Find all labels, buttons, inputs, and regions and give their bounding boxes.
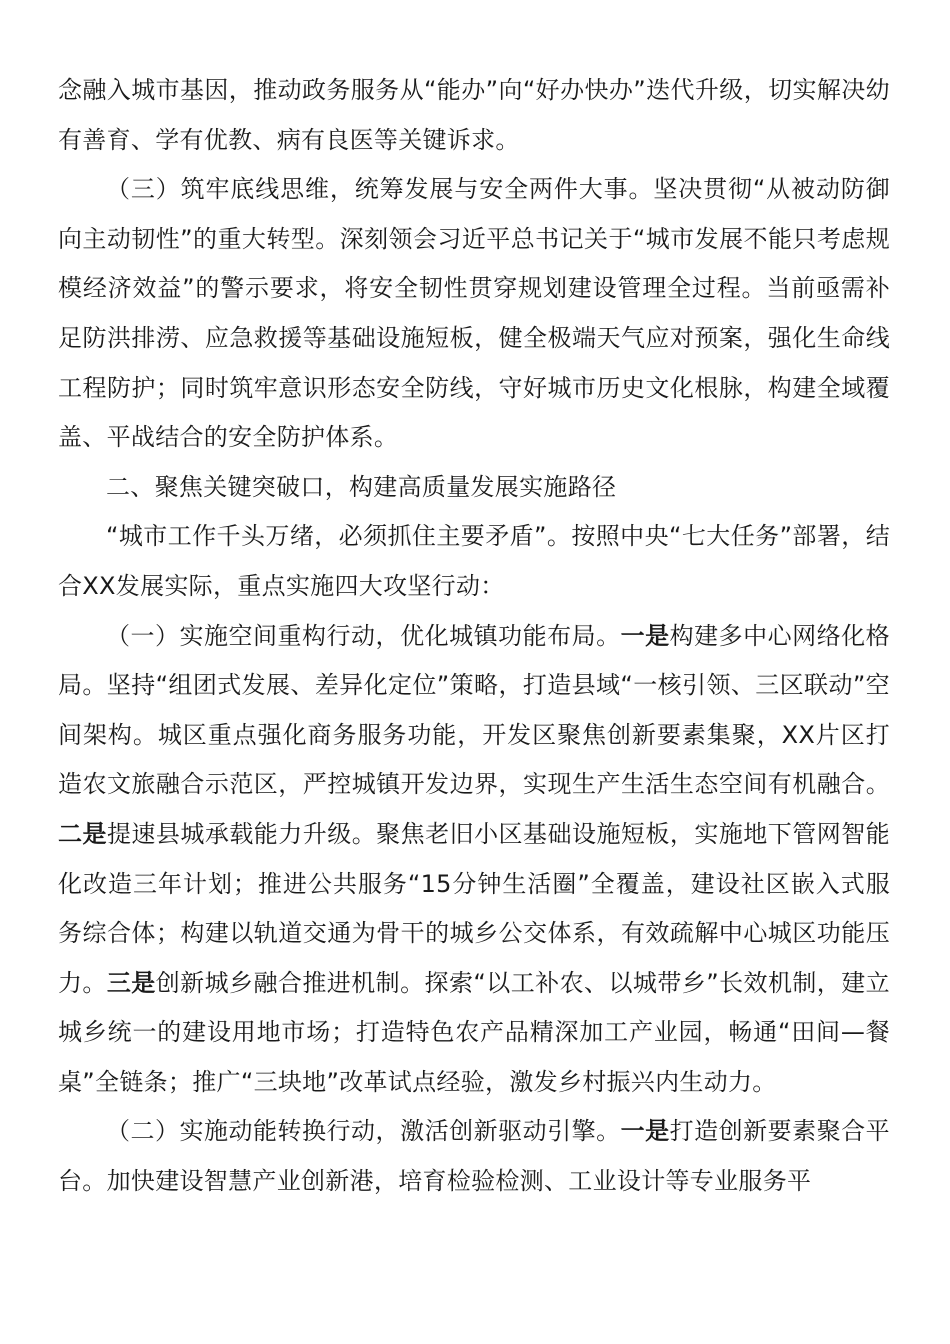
paragraph-text: 打造创新要素聚合平台。加快建设智慧产业创新港，培育检验检测、工业设计等专业服务平: [58, 1117, 890, 1196]
paragraph-text: 创新城乡融合推进机制。探索“以工补农、以城带乡”长效机制，建立城乡统一的建设用地市场；打造特色农产品精深加工产业园，畅通“田间—餐桌”全链条；推广“三块地”改革试点经验，激发乡村振兴内生动力。: [58, 968, 890, 1096]
paragraph-text: （一）实施空间重构行动，优化城镇功能布局。: [106, 621, 621, 650]
bold-lead-text: 三是: [106, 968, 156, 997]
paragraph: [58, 512, 890, 611]
bold-lead-text: 一是: [620, 1117, 670, 1146]
paragraph-text: 二、聚焦关键突破口，构建高质量发展实施路径: [106, 472, 617, 501]
paragraph: [58, 165, 890, 463]
paragraph-text: 念融入城市基因，推动政务服务从“能办”向“好办快办”迭代升级，切实解决幼有善育、学有优教、病有良医等关键诉求。: [58, 76, 890, 154]
bold-lead-text: 一是: [620, 621, 670, 650]
paragraph: [58, 612, 890, 1108]
paragraph: [58, 463, 890, 513]
bold-lead-text: 二是: [58, 819, 107, 848]
paragraph-text: 提速县城承载能力升级。聚焦老旧小区基础设施短板，实施地下管网智能化改造三年计划；推进公共服务“15分钟生活圈”全覆盖，建设社区嵌入式服务综合体；构建以轨道交通为骨干的城乡公交体系，有效疏解中心城区功能压力。: [58, 819, 890, 997]
paragraph: [58, 66, 890, 165]
document-page: [58, 66, 890, 1207]
paragraph-text: “城市工作千头万绪，必须抓住主要矛盾”。按照中央“七大任务”部署，结合XX发展实际，重点实施四大攻坚行动：: [58, 522, 890, 600]
paragraph-text: （三）筑牢底线思维，统筹发展与安全两件大事。坚决贯彻“从被动防御向主动韧性”的重大转型。深刻领会习近平总书记关于“城市发展不能只考虑规模经济效益”的警示要求，将安全韧性贯穿规划建设管理全过程。当前亟需补足防洪排涝、应急救援等基础设施短板，健全极端天气应对预案，强化生命线工程防护；同时筑牢意识形态安全防线，守好城市历史文化根脉，构建全域覆盖、平战结合的安全防护体系。: [58, 175, 890, 452]
paragraph-text: （二）实施动能转换行动，激活创新驱动引擎。: [106, 1117, 621, 1146]
paragraph-text: 构建多中心网络化格局。坚持“组团式发展、差异化定位”策略，打造县域“一核引领、三区联动”空间架构。城区重点强化商务服务功能，开发区聚焦创新要素集聚，XX片区打造农文旅融合示范区，严控城镇开发边界，实现生产生活生态空间有机融合。: [58, 621, 890, 799]
paragraph: [58, 1107, 890, 1206]
